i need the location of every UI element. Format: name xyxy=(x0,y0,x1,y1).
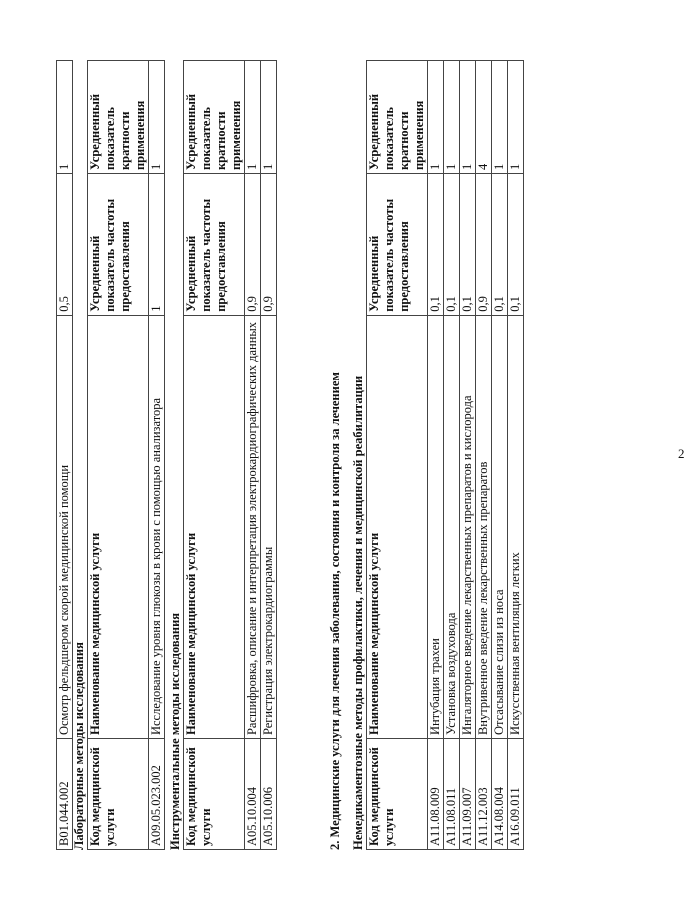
service-code: A05.10.004 xyxy=(245,739,261,850)
service-code: A11.08.009 xyxy=(428,739,444,850)
rotated-page-content xyxy=(56,60,576,850)
service-name: Исследование уровня глюкозы в крови с помощью анализатора xyxy=(149,315,165,738)
multiplicity-value: 1 xyxy=(261,61,277,174)
header-multiplicity: Усредненный показатель кратности применения xyxy=(184,61,245,174)
multiplicity-value: 1 xyxy=(428,61,444,174)
header-frequency: Усредненный показатель частоты предоставления xyxy=(88,174,149,316)
header-frequency: Усредненный показатель частоты предоставления xyxy=(367,174,428,316)
service-code: A14.08.004 xyxy=(492,739,508,850)
service-code: A11.09.007 xyxy=(460,739,476,850)
service-name: Отсасывание слизи из носа xyxy=(492,315,508,738)
service-code: A05.10.006 xyxy=(261,739,277,850)
service-name: Интубация трахеи xyxy=(428,315,444,738)
service-name: Внутривенное введение лекарственных препаратов xyxy=(476,315,492,738)
table-row xyxy=(245,61,261,850)
frequency-value: 1 xyxy=(149,174,165,316)
table-row xyxy=(460,61,476,850)
lab-methods-table xyxy=(72,60,165,850)
service-code: B01.044.002 xyxy=(57,739,73,850)
frequency-value: 0,5 xyxy=(57,174,73,316)
frequency-value: 0,1 xyxy=(428,174,444,316)
table-row xyxy=(261,61,277,850)
header-name: Наименование медицинской услуги xyxy=(88,315,149,738)
service-name: Регистрация электрокардиограммы xyxy=(261,315,277,738)
frequency-value: 0,9 xyxy=(476,174,492,316)
section-title: Лабораторные методы исследования xyxy=(72,642,86,850)
table-header-row xyxy=(184,61,245,850)
section-title: Инструментальные методы исследования xyxy=(168,612,182,850)
multiplicity-value: 1 xyxy=(245,61,261,174)
frequency-value: 0,1 xyxy=(444,174,460,316)
table-row xyxy=(428,61,444,850)
table-row xyxy=(444,61,460,850)
header-frequency: Усредненный показатель частоты предоставления xyxy=(184,174,245,316)
service-code: A11.12.003 xyxy=(476,739,492,850)
table-row xyxy=(492,61,508,850)
table-row xyxy=(508,61,524,850)
header-name: Наименование медицинской услуги xyxy=(184,315,245,738)
multiplicity-value: 1 xyxy=(508,61,524,174)
table-row xyxy=(476,61,492,850)
exam-table xyxy=(56,60,73,850)
frequency-value: 0,1 xyxy=(460,174,476,316)
instrumental-methods-table xyxy=(168,60,277,850)
multiplicity-value: 1 xyxy=(460,61,476,174)
table-header-row xyxy=(367,61,428,850)
multiplicity-value: 1 xyxy=(444,61,460,174)
table-header-row xyxy=(88,61,149,850)
header-multiplicity: Усредненный показатель кратности применения xyxy=(88,61,149,174)
service-code: A11.08.011 xyxy=(444,739,460,850)
header-name: Наименование медицинской услуги xyxy=(367,315,428,738)
table-row xyxy=(57,61,73,850)
service-code: A09.05.023.002 xyxy=(149,739,165,850)
section-title: Немедикаментозные методы профилактики, лечения и медицинской реабилитации xyxy=(351,375,365,850)
multiplicity-value: 1 xyxy=(149,61,165,174)
header-code: Код медицинской услуги xyxy=(88,739,149,850)
header-multiplicity: Усредненный показатель кратности применения xyxy=(367,61,428,174)
multiplicity-value: 4 xyxy=(476,61,492,174)
frequency-value: 0,9 xyxy=(245,174,261,316)
page-number: 2 xyxy=(678,446,685,461)
multiplicity-value: 1 xyxy=(57,61,73,174)
service-code: A16.09.011 xyxy=(508,739,524,850)
service-name: Расшифровка, описание и интерпретация электрокардиографических данных xyxy=(245,315,261,738)
service-name: Установка воздуховода xyxy=(444,315,460,738)
multiplicity-value: 1 xyxy=(492,61,508,174)
frequency-value: 0,1 xyxy=(492,174,508,316)
header-code: Код медицинской услуги xyxy=(367,739,428,850)
frequency-value: 0,9 xyxy=(261,174,277,316)
treatment-services-table xyxy=(328,60,524,850)
part-title: 2. Медицинские услуги для лечения заболевания, состояния и контроля за лечением xyxy=(328,372,342,850)
service-name: Ингаляторное введение лекарственных препаратов и кислорода xyxy=(460,315,476,738)
service-name: Искусственная вентиляция легких xyxy=(508,315,524,738)
table-row xyxy=(149,61,165,850)
service-name: Осмотр фельдшером скорой медицинской помощи xyxy=(57,315,73,738)
header-code: Код медицинской услуги xyxy=(184,739,245,850)
frequency-value: 0,1 xyxy=(508,174,524,316)
